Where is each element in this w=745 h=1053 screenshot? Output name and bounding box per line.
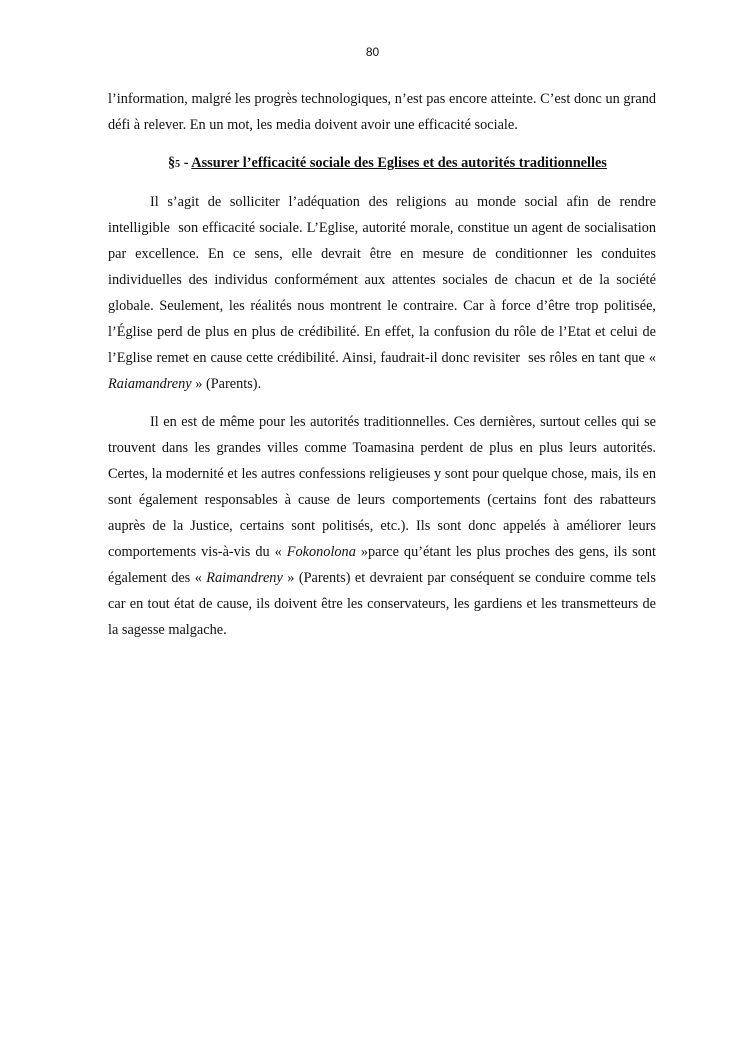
section-separator: - <box>180 155 192 171</box>
section-title: Assurer l’efficacité sociale des Eglises et des autorités traditionnelles <box>191 155 607 171</box>
page-number: 80 <box>365 45 380 59</box>
paragraph-churches-text: Il s’agit de solliciter l’adéquation des religions au monde social afin de rendre intelligible son efficacité sociale. L’Eglise, autorité morale, constitue un agent de socialisation par excellence. En ce sens, elle devrait être en mesure de conditionner les conduites individuelles des individus conformément aux attentes sociales de chacun et de la société globale. Seulement, les réalités nous montrent le contraire. Car à force d’être trop politisée, l’Église perd de plus en plus de crédibilité. En effet, la confusion du rôle de l’Etat et celui de l’Eglise remet en cause cette crédibilité. Ainsi, faudrait-il donc revisiter ses rôles en tant que « <box>108 194 660 366</box>
paragraph-authorities-text: Il en est de même pour les autorités traditionnelles. Ces dernières, surtout celles qui se trouvent dans les grandes villes comme Toamasina perdent de plus en plus leurs autorités. Certes, la modernité et les autres confessions religieuses y sont pour quelque chose, mais, ils en sont également responsables à cause de leurs comportements (certains font des rabatteurs auprès de la Justice, certains sont politisés, etc.). Ils sont donc appelés à améliorer leurs comportements vis-à-vis du « <box>108 414 656 560</box>
raiamandreny-term: Raiamandreny <box>108 376 192 392</box>
section-heading <box>168 150 656 178</box>
paragraph-authorities-mid: »parce qu’étant les plus proches des gens, ils sont également des « <box>108 544 656 586</box>
page-content <box>108 86 660 643</box>
paragraph-churches <box>108 189 660 397</box>
paragraph-continued: l’information, malgré les progrès technologiques, n’est pas encore atteinte. C’est donc un grand défi à relever. En un mot, les media doivent avoir une efficacité sociale. <box>108 91 656 133</box>
raimandreny-term: Raimandreny <box>206 570 283 586</box>
paragraph-churches-end: » (Parents). <box>191 376 262 392</box>
fokonolona-term: Fokonolona <box>286 544 356 560</box>
paragraph-traditional-authorities <box>108 409 656 643</box>
section-symbol: § <box>168 155 176 171</box>
section-number: 5 <box>175 159 181 170</box>
paragraph-authorities-end: » (Parents) et devraient par conséquent se conduire comme tels car en tout état de cause, ils doivent être les conservateurs, les gardiens et les transmetteurs de la sagesse malgache. <box>108 570 656 638</box>
